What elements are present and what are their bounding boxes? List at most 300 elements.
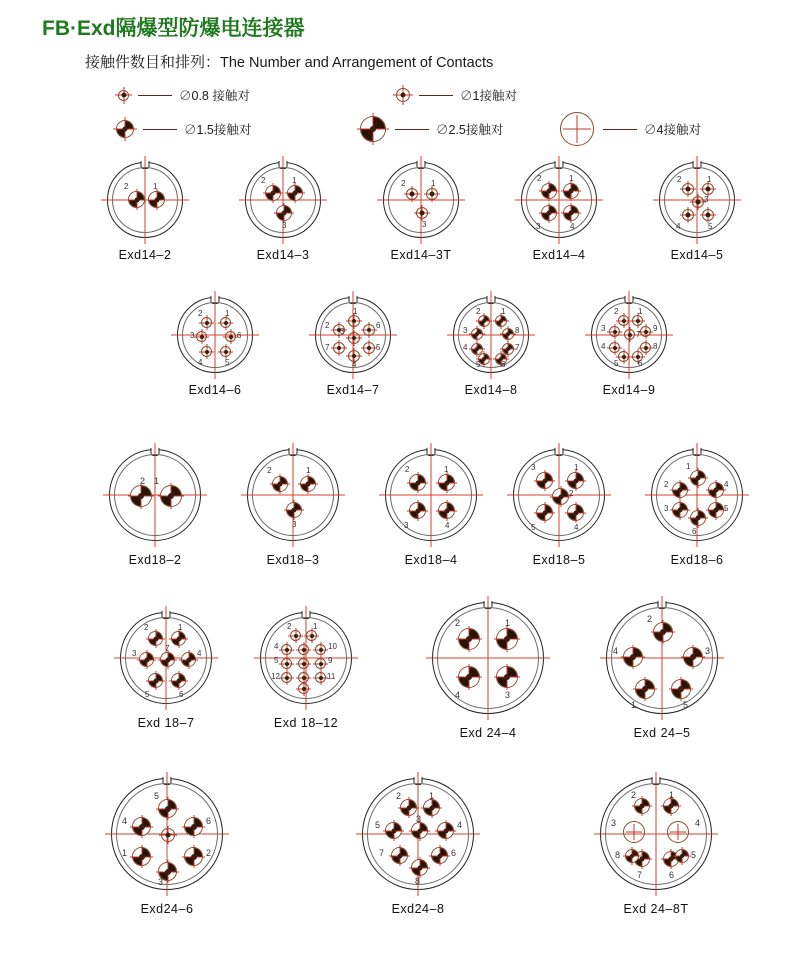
- legend-label-4: ∅4接触对: [644, 123, 701, 137]
- pin: [496, 628, 518, 650]
- pin: [702, 209, 714, 221]
- pin: [400, 799, 417, 816]
- pin-label: 6: [376, 321, 381, 330]
- pin-label: 2: [455, 618, 461, 628]
- axis-vertical: [697, 443, 698, 547]
- pin: [495, 315, 507, 327]
- legend-dash: [395, 129, 429, 130]
- pin-label: 12: [271, 672, 280, 681]
- pin: [184, 847, 203, 866]
- pin-label: 4: [455, 690, 461, 700]
- pin: [640, 342, 651, 353]
- figure-caption: Exd14–5: [670, 248, 724, 262]
- pin: [281, 672, 292, 683]
- pin-label: 1: [429, 791, 435, 801]
- figure-caption: Exd18–3: [266, 553, 320, 567]
- connector-exd14-7: [315, 297, 391, 397]
- pin: [201, 346, 212, 357]
- connector-exd24-8: [362, 778, 474, 916]
- connector-exd14-9: [591, 297, 667, 397]
- connector-body: [651, 449, 743, 541]
- axis-vertical: [155, 443, 156, 547]
- pin-label: 1: [353, 307, 358, 316]
- pin-label: 2: [405, 465, 410, 474]
- pin-label: 1: [153, 182, 158, 191]
- figure-caption: Exd24–6: [140, 902, 194, 916]
- pin: [672, 502, 688, 518]
- pin: [478, 315, 490, 327]
- connector-body: [109, 449, 201, 541]
- pin: [702, 183, 714, 195]
- pin-label: 4: [198, 358, 203, 367]
- pin-label: 6: [179, 690, 184, 699]
- pin-label: 1: [431, 179, 436, 188]
- axis-vertical: [215, 291, 216, 379]
- figure-caption: Exd14–2: [118, 248, 172, 262]
- legend-label-0-8: ∅0.8 接触对: [179, 89, 250, 103]
- pin: [653, 622, 673, 642]
- pin-label: 5: [145, 690, 150, 699]
- pin: [438, 502, 455, 519]
- figure-caption: Exd 24–8T: [623, 902, 689, 916]
- connector-exd24-5: [606, 602, 718, 740]
- pin-label: 8: [515, 326, 520, 335]
- pin: [541, 205, 557, 221]
- connector-exd24-4: [432, 602, 544, 740]
- connector-body: [245, 162, 321, 238]
- pin: [276, 205, 292, 221]
- pin-label: 3: [664, 504, 669, 513]
- pin: [563, 205, 579, 221]
- contact-symbol-2-5-icon: [360, 116, 386, 142]
- connector-exd18-3: [247, 449, 339, 567]
- pin: [423, 799, 440, 816]
- connector-body: [383, 162, 459, 238]
- figure-caption: Exd18–6: [670, 553, 724, 567]
- connector-exd18-7: [120, 612, 212, 730]
- pin-label: 5: [531, 523, 536, 532]
- pin-label: 4: [613, 646, 619, 656]
- pin-label: 1: [444, 465, 449, 474]
- pin-label: 3: [531, 463, 536, 472]
- pin-label: 3: [505, 690, 511, 700]
- pin: [609, 342, 620, 353]
- pin: [298, 644, 309, 655]
- connector-body: [385, 449, 477, 541]
- pin-label: 11: [327, 672, 336, 681]
- pin-label: 2: [396, 791, 402, 801]
- pin-label: 4: [724, 480, 729, 489]
- pin-label: 3: [705, 646, 711, 656]
- pin: [618, 315, 629, 326]
- pin-label: 1: [505, 618, 511, 628]
- pin: [536, 472, 553, 489]
- legend-label-1: ∅1接触对: [460, 89, 517, 103]
- figure-caption: Exd14–7: [326, 383, 380, 397]
- legend-item-4: [560, 112, 701, 146]
- connector-body: [513, 449, 605, 541]
- pin: [618, 351, 629, 362]
- pin-label: 3: [601, 324, 606, 333]
- pin-label: 8: [653, 342, 658, 351]
- pin: [160, 485, 182, 507]
- pin-label: 6: [638, 359, 643, 368]
- pin-label: 4: [197, 649, 202, 658]
- connector-body: [362, 778, 474, 890]
- connector-body: [591, 297, 667, 373]
- pin: [438, 474, 455, 491]
- pin: [708, 482, 724, 498]
- pin-label: 2: [401, 179, 406, 188]
- pin: [426, 188, 438, 200]
- pin-label: 7: [165, 644, 170, 653]
- pin: [363, 342, 375, 354]
- pin-label: 3: [404, 521, 409, 530]
- connector-body: [432, 602, 544, 714]
- pin: [663, 798, 679, 814]
- figure-caption: Exd18–4: [404, 553, 458, 567]
- pin: [281, 644, 292, 655]
- pin-label: 5: [724, 504, 729, 513]
- pin-label: 2: [140, 476, 146, 486]
- pin: [272, 476, 288, 492]
- pin-label: 5: [683, 700, 689, 710]
- pin-label: 5: [708, 222, 713, 231]
- connector-exd14-2: [107, 162, 183, 262]
- pin: [692, 196, 704, 208]
- figure-caption: Exd14–6: [188, 383, 242, 397]
- figure-caption: Exd18–2: [128, 553, 182, 567]
- pin-label: 1: [631, 700, 637, 710]
- subtitle-cn: 接触件数目和排列：: [85, 54, 221, 71]
- pin-label: 2: [206, 848, 212, 858]
- connector-body: [606, 602, 718, 714]
- pin: [300, 476, 316, 492]
- pin-label: 2: [325, 321, 330, 330]
- axis-vertical: [488, 596, 489, 720]
- pin-label: 4: [695, 818, 701, 828]
- pin-label: 1: [225, 309, 230, 318]
- figure-caption: Exd 24–5: [633, 726, 691, 740]
- pin: [563, 183, 579, 199]
- legend-dash: [419, 95, 453, 96]
- pin: [437, 822, 454, 839]
- pin-label: 5: [274, 656, 279, 665]
- pin-label: 1: [178, 623, 183, 632]
- pin-label: 5: [375, 820, 381, 830]
- pin: [298, 683, 309, 694]
- axis-vertical: [656, 772, 657, 896]
- pin-label: 1: [569, 174, 574, 183]
- figure-caption: Exd 18–7: [137, 716, 195, 730]
- pin: [196, 331, 207, 342]
- legend-item-1-5: [116, 120, 251, 138]
- pin-label: 2: [537, 174, 542, 183]
- pin: [541, 183, 557, 199]
- pin-label: 4: [457, 820, 463, 830]
- legend-item-2-5: [360, 116, 503, 142]
- pin: [625, 849, 639, 863]
- pin-label: 8: [615, 850, 621, 860]
- pin-label: 8: [415, 876, 421, 886]
- pin: [298, 658, 309, 669]
- pin-label: 9: [328, 656, 333, 665]
- pin: [672, 482, 688, 498]
- pin: [160, 652, 175, 667]
- pin: [416, 207, 428, 219]
- figure-caption: Exd18–5: [532, 553, 586, 567]
- connector-body: [453, 297, 529, 373]
- pin: [315, 644, 326, 655]
- legend-item-1: [396, 86, 517, 104]
- pin: [431, 847, 448, 864]
- pin-label: 1: [707, 175, 712, 184]
- pin-label: 4: [601, 342, 606, 351]
- pin: [635, 679, 655, 699]
- pin: [458, 628, 480, 650]
- pin-label: 2: [569, 489, 574, 498]
- pin-label: 4: [463, 343, 468, 352]
- connector-exd14-3t: [383, 162, 459, 262]
- connector-exd14-5: [659, 162, 735, 262]
- connector-exd18-6: [651, 449, 743, 567]
- pin: [161, 828, 175, 842]
- pin-label: 7: [379, 848, 385, 858]
- contact-symbol-4-icon: [560, 112, 594, 146]
- pin: [158, 799, 177, 818]
- pin-label: 2: [261, 176, 266, 185]
- pin-label: 4: [352, 360, 357, 369]
- pin-label: 2: [647, 614, 653, 624]
- pin-label: 1: [306, 466, 311, 475]
- connector-exd14-4: [521, 162, 597, 262]
- pin: [128, 191, 145, 208]
- pin-label: 5: [476, 360, 481, 369]
- contact-symbol-1-icon: [396, 88, 410, 102]
- pin: [265, 185, 281, 201]
- pin-label: 2: [631, 790, 637, 800]
- pin: [348, 332, 360, 344]
- subtitle-en: The Number and Arrangement of Contacts: [220, 55, 494, 71]
- pin-label: 2: [476, 307, 481, 316]
- pin-label: 1: [669, 790, 675, 800]
- page-subtitle: [85, 51, 493, 72]
- connector-body: [120, 612, 212, 704]
- pin-label: 3: [611, 818, 617, 828]
- pin-label: 7: [637, 870, 643, 880]
- pin: [225, 331, 236, 342]
- axis-vertical: [559, 156, 560, 244]
- pin-label: 7: [636, 330, 641, 339]
- pin: [690, 510, 706, 526]
- pin: [391, 847, 408, 864]
- pin-label: 6: [206, 816, 212, 826]
- pin: [290, 630, 301, 641]
- pin: [171, 631, 186, 646]
- pin: [286, 502, 302, 518]
- pin-label: 2: [198, 309, 203, 318]
- pin: [471, 328, 483, 340]
- figure-caption: Exd14–9: [602, 383, 656, 397]
- connector-body: [659, 162, 735, 238]
- figure-caption: Exd 24–4: [459, 726, 517, 740]
- pin-label: 7: [515, 343, 520, 352]
- pin-label: 3: [340, 327, 345, 336]
- pin: [671, 679, 691, 699]
- pin: [315, 658, 326, 669]
- pin: [675, 849, 689, 863]
- pin-label: 3: [292, 520, 297, 529]
- pin: [220, 317, 231, 328]
- pin: [348, 315, 360, 327]
- pin: [690, 470, 706, 486]
- pin: [458, 666, 480, 688]
- axis-vertical: [662, 596, 663, 720]
- connector-exd18-5: [513, 449, 605, 567]
- pin: [632, 315, 643, 326]
- axis-vertical: [292, 443, 297, 547]
- pin-label: 4: [445, 521, 450, 530]
- pin-label: 3: [463, 326, 468, 335]
- pin-label: 5: [376, 343, 381, 352]
- pin: [409, 474, 426, 491]
- pin-label: 1: [313, 622, 318, 631]
- pin: [667, 821, 689, 843]
- pin-label: 6: [451, 848, 457, 858]
- pin-label: 3: [422, 220, 427, 229]
- pin-label: 2: [614, 307, 619, 316]
- pin: [567, 472, 584, 489]
- pin-label: 2: [677, 175, 682, 184]
- pin: [536, 504, 553, 521]
- pin-label: 6: [669, 870, 675, 880]
- connector-body: [177, 297, 253, 373]
- pin: [184, 817, 203, 836]
- pin: [220, 346, 231, 357]
- pin-label: 4: [574, 523, 579, 532]
- pin-label: 3: [282, 221, 287, 230]
- pin: [281, 658, 292, 669]
- axis-vertical: [282, 156, 287, 244]
- pin-label: 3: [190, 331, 195, 340]
- pin-label: 7: [325, 343, 330, 352]
- pin: [132, 847, 151, 866]
- pin-label: 3: [704, 195, 709, 204]
- pin: [385, 822, 402, 839]
- legend-label-2-5: ∅2.5接触对: [436, 123, 504, 137]
- pin-label: 3: [158, 877, 164, 887]
- pin: [409, 502, 426, 519]
- connector-exd18-4: [385, 449, 477, 567]
- legend-dash: [138, 95, 172, 96]
- pin: [640, 326, 651, 337]
- pin: [139, 652, 154, 667]
- pin-label: 6: [501, 360, 506, 369]
- pin-label: 3: [536, 222, 541, 231]
- pin: [411, 822, 428, 839]
- pin-label: 5: [614, 359, 619, 368]
- pin-label: 5: [691, 850, 697, 860]
- pin-label: 6: [692, 527, 697, 536]
- connector-body: [247, 449, 339, 541]
- pin-label: 6: [237, 331, 242, 340]
- connector-exd18-12: [260, 612, 352, 730]
- connector-exd24-8t: [600, 778, 712, 916]
- pin: [306, 630, 317, 641]
- pin-label: 2: [267, 466, 272, 475]
- pin-label: 9: [653, 324, 658, 333]
- pin: [130, 485, 152, 507]
- pin: [609, 326, 620, 337]
- pin: [683, 647, 703, 667]
- pin: [552, 488, 569, 505]
- pin: [201, 317, 212, 328]
- pin: [634, 798, 650, 814]
- pin-label: 2: [144, 623, 149, 632]
- pin-label: 3: [132, 649, 137, 658]
- page-title: FB·Exd隔爆型防爆电连接器: [42, 17, 305, 40]
- pin: [181, 652, 196, 667]
- pin: [406, 188, 418, 200]
- connector-exd18-2: [109, 449, 201, 567]
- pin: [315, 672, 326, 683]
- pin-label: 5: [225, 358, 230, 367]
- contact-symbol-1-5-icon: [116, 120, 134, 138]
- pin-label: 3: [416, 814, 422, 824]
- connector-body: [521, 162, 597, 238]
- pin: [623, 647, 643, 667]
- connector-body: [260, 612, 352, 704]
- contact-symbol-0-8-icon: [118, 90, 129, 101]
- pin-label: 1: [574, 463, 579, 472]
- pin: [148, 631, 163, 646]
- pin-label: 1: [122, 848, 128, 858]
- pin-label: 1: [154, 476, 160, 486]
- axis-vertical: [491, 291, 492, 379]
- pin: [567, 504, 584, 521]
- connector-exd14-3: [245, 162, 321, 262]
- pin-label: 1: [638, 307, 643, 316]
- figure-caption: Exd24–8: [391, 902, 445, 916]
- pin: [623, 821, 645, 843]
- pin: [363, 324, 375, 336]
- pin: [496, 666, 518, 688]
- pin-label: 4: [122, 816, 128, 826]
- connector-exd24-6: [111, 778, 223, 916]
- pin: [624, 329, 635, 340]
- pin-label: 4: [676, 222, 681, 231]
- pin: [287, 185, 303, 201]
- legend-dash: [143, 129, 177, 130]
- pin: [682, 209, 694, 221]
- connector-body: [600, 778, 712, 890]
- pin-label: 10: [328, 642, 337, 651]
- pin-label: 1: [292, 176, 297, 185]
- connector-body: [315, 297, 391, 373]
- connector-exd14-6: [177, 297, 253, 397]
- pin-label: 1: [686, 462, 691, 471]
- figure-caption: Exd14–3: [256, 248, 310, 262]
- pin-label: 4: [274, 642, 279, 651]
- pin: [708, 502, 724, 518]
- pin-label: 5: [154, 791, 160, 801]
- figure-caption: Exd14–8: [464, 383, 518, 397]
- legend-dash: [603, 129, 637, 130]
- pin-label: 4: [570, 222, 575, 231]
- axis-vertical: [421, 156, 422, 244]
- legend-label-1-5: ∅1.5接触对: [184, 123, 252, 137]
- pin: [411, 859, 428, 876]
